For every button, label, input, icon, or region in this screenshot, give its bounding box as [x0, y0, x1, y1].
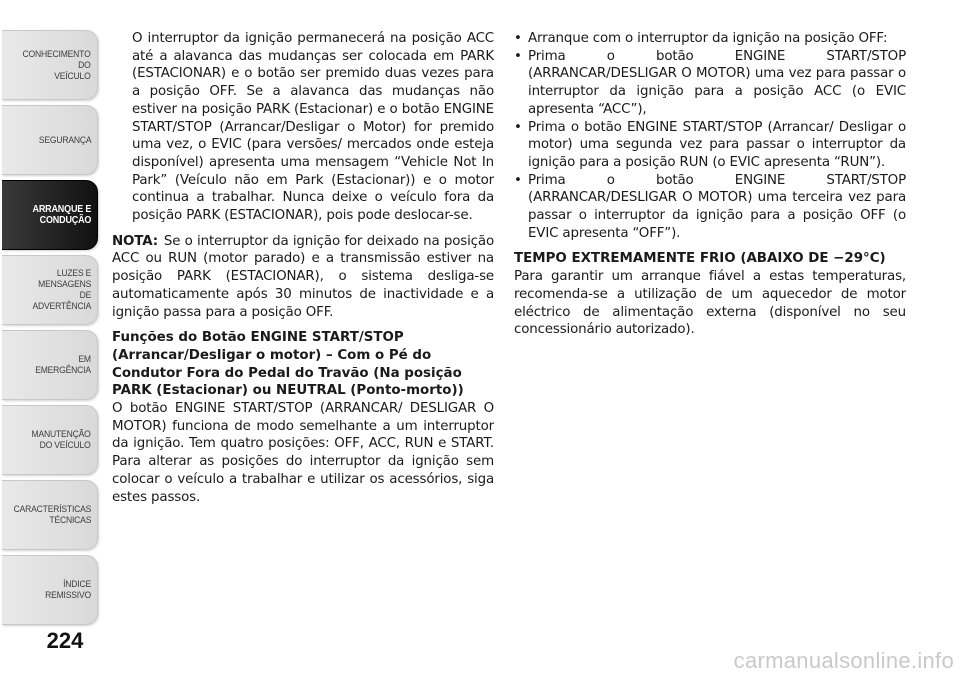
- tab-label: ÍNDICE REMISSIVO: [45, 579, 91, 601]
- tab-em-emergencia[interactable]: [2, 330, 98, 400]
- tab-label: LUZES E MENSAGENS DE ADVERTÊNCIA: [32, 268, 91, 312]
- tab-label: EM EMERGÊNCIA: [35, 354, 91, 376]
- list-item: • Prima o botão ENGINE START/STOP (Arrancar/ Desligar o motor) uma segunda vez para passar o interruptor da ignição para a posição RUN (o EVIC apresenta “RUN”).: [514, 119, 906, 172]
- note-label: NOTA:: [112, 233, 158, 249]
- tab-manutencao-do-veiculo[interactable]: [2, 405, 98, 475]
- page-number: 224: [46, 628, 84, 653]
- chapter-tab-sidebar: [0, 0, 100, 678]
- tab-label: ARRANQUE E CONDUÇÃO: [32, 204, 91, 226]
- paragraph-button-positions: O botão ENGINE START/STOP (ARRANCAR/ DESLIGAR O MOTOR) funciona de modo semelhante a um interruptor da ignição. Tem quatro posições: OFF, ACC, RUN e START. Para alterar as posições do interruptor da ignição sem colocar o veículo a trabalhar e utilizar os acessórios, siga estes passos.: [112, 401, 494, 505]
- section-heading-engine-start-stop: Funções do Botão ENGINE START/STOP (Arrancar/Desligar o motor) – Com o Pé do Condutor Fora do Pedal do Travão (Na posição PARK (Estacionar) ou NEUTRAL (Ponto-morto)): [112, 330, 464, 399]
- note-paragraph: [112, 233, 494, 322]
- paragraph-ignition-acc: O interruptor da ignição permanecerá na posição ACC até a alavanca das mudanças ser colocada em PARK (ESTACIONAR) e o botão ser premido duas vezes para a posição OFF. Se a alavanca das mudanças não estiver na posição PARK (Estacionar) e o botão ENGINE START/STOP (Arrancar/Desligar o Motor) for premido uma vez, o EVIC (para versões/ mercados onde esteja disponível) apresenta uma mensagem “Vehicle Not In Park” (Veículo não em Park (Estacionar)) e o motor continua a trabalhar. Nunca deixe o veículo fora da posição PARK (ESTACIONAR), pois pode deslocar-se.: [132, 31, 494, 224]
- section-heading-cold-weather: TEMPO EXTREMAMENTE FRIO (ABAIXO DE −29°C): [514, 251, 886, 267]
- tab-label: CARACTERÍSTICAS TÉCNICAS: [13, 504, 91, 526]
- list-item: • Arranque com o interruptor da ignição na posição OFF:: [514, 30, 906, 48]
- tab-indice-remissivo[interactable]: [2, 555, 98, 625]
- paragraph-cold-weather: Para garantir um arranque fiável a estas temperaturas, recomenda-se a utilização de um aquecedor de motor eléctrico de alimentação externa (disponível no seu concessionário autorizado).: [514, 269, 906, 338]
- steps-list: [514, 30, 906, 242]
- tab-arranque-e-conducao[interactable]: [2, 180, 98, 250]
- list-item: • Prima o botão ENGINE START/STOP (ARRANCAR/DESLIGAR O MOTOR) uma vez para passar o interruptor da ignição para a posição ACC (o EVIC apresenta “ACC”),: [514, 48, 906, 119]
- tab-seguranca[interactable]: [2, 105, 98, 175]
- tab-caracteristicas-tecnicas[interactable]: [2, 480, 98, 550]
- tab-label: MANUTENÇÃO DO VEÍCULO: [31, 429, 91, 451]
- note-text: Se o interruptor da ignição for deixado na posição ACC ou RUN (motor parado) e a transmissão estiver na posição PARK (ESTACIONAR), o sistema desliga-se automaticamente após 30 minutos de inactividade e a ignição passa para a posição OFF.: [112, 233, 494, 320]
- list-item: • Prima o botão ENGINE START/STOP (ARRANCAR/DESLIGAR O MOTOR) uma terceira vez para passar o interruptor da ignição para a posição OFF (o EVIC apresenta “OFF”).: [514, 172, 906, 243]
- tab-luzes-e-mensagens[interactable]: [2, 255, 98, 325]
- watermark: carmanualsonline.info: [733, 648, 954, 673]
- tab-label: CONHECIMENTO DO VEÍCULO: [23, 48, 91, 82]
- right-column: [514, 30, 906, 339]
- tab-conhecimento-do-veiculo[interactable]: [2, 30, 98, 100]
- tab-label: SEGURANÇA: [38, 134, 91, 146]
- left-column: [112, 30, 494, 506]
